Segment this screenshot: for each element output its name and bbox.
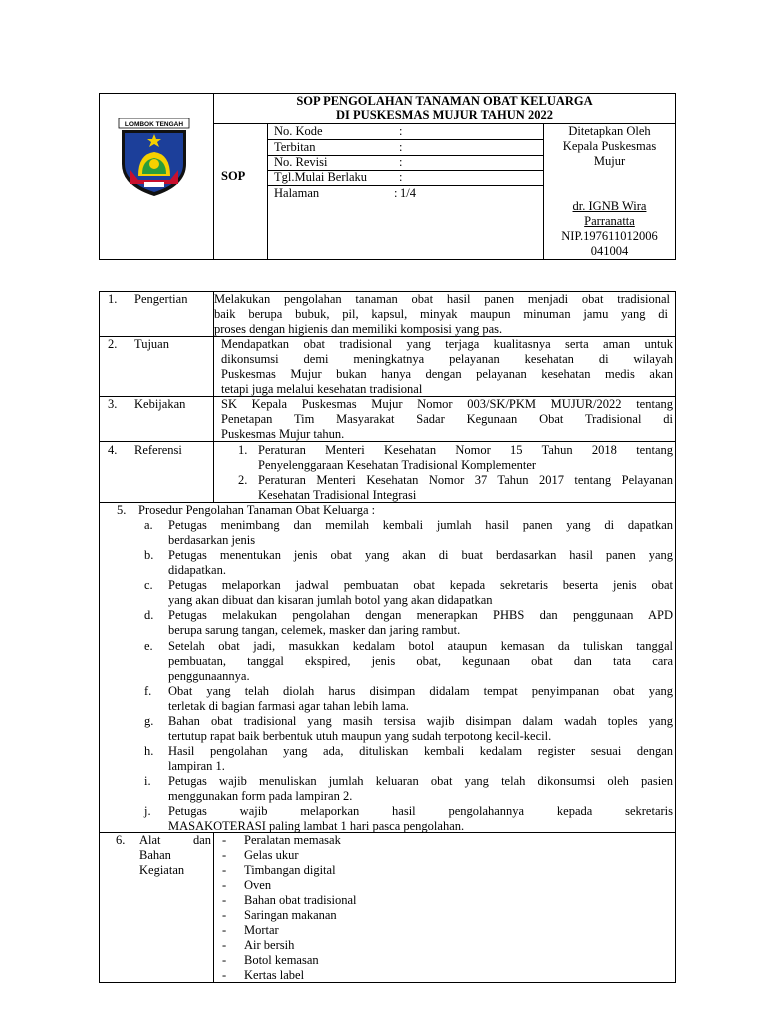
procedure-h-line1: Hasil pengolahan yang ada, dituliskan kembali kedalam register sesuai dengan [168, 744, 673, 758]
procedure-j-letter: j. [144, 804, 151, 818]
procedure-j-line1: Petugas wajib melaporkan hasil pengolahannya kepada sekretaris [168, 804, 673, 818]
tools-bullet: - [222, 908, 227, 922]
approval-line1: Ditetapkan Oleh [568, 124, 651, 138]
field-sep-no-revisi: : [399, 155, 403, 169]
procedure-h-line2: lampiran 1. [168, 759, 225, 773]
reference-1-line1: Peraturan Menteri Kesehatan Nomor 15 Tahun 2018 tentang [258, 443, 673, 457]
section-2-number: 2. [108, 337, 118, 351]
approval-name-line1 [543, 199, 676, 214]
procedure-b-line2: didapatkan. [168, 563, 226, 577]
procedure-g-line1: Bahan obat tradisional yang masih tersisa wajib disimpan dalam wadah toples yang [168, 714, 673, 728]
tools-bullet: - [222, 893, 227, 907]
section-3-title: Kebijakan [134, 397, 186, 411]
procedure-i-line2: menggunakan form pada lampiran 2. [168, 789, 353, 803]
procedure-e-line2: pembuatan, tanggal ekspired, jenis obat, kegunaan obat dan tata cara [168, 654, 673, 668]
tools-bullet: - [222, 863, 227, 877]
procedure-f-line1: Obat yang telah diolah harus disimpan didalam tempat penyimpanan obat yang [168, 684, 673, 698]
svg-text:LOMBOK TENGAH: LOMBOK TENGAH [124, 121, 184, 128]
procedure-d-letter: d. [144, 608, 154, 622]
field-label-tgl-mulai: Tgl.Mulai Berlaku [274, 170, 368, 184]
section-1-line1: Melakukan pengolahan tanaman obat hasil panen menjadi obat tradisional [214, 292, 670, 306]
tools-item: Saringan makanan [244, 908, 337, 922]
reference-1-line2: Penyelenggaraan Kesehatan Tradisional Komplementer [258, 458, 537, 472]
tools-item: Kertas label [244, 968, 305, 982]
procedure-g-letter: g. [144, 714, 154, 728]
sop-title-line2: DI PUSKESMAS MUJUR TAHUN 2022 [336, 108, 553, 122]
section-2-line4: tetapi juga melalui kesehatan tradisional [221, 382, 423, 396]
section-2-line3: Puskesmas Mujur bukan hanya dengan pelayanan kesehatan medis akan [221, 367, 673, 381]
tools-bullet: - [222, 848, 227, 862]
section-2-line1: Mendapatkan obat tradisional yang terjaga kualitasnya serta aman untuk [221, 337, 673, 351]
reference-2-number: 2. [238, 473, 248, 487]
field-sep-no-kode: : [399, 124, 403, 138]
procedure-d-line2: berupa sarung tangan, celemek, masker dan jaring rambut. [168, 623, 461, 637]
reference-1-number: 1. [238, 443, 248, 457]
procedure-c-letter: c. [144, 578, 153, 592]
procedure-i-letter: i. [144, 774, 151, 788]
section-6-title-line2: Bahan [139, 848, 171, 862]
section-5-number: 5. [117, 503, 127, 517]
procedure-e-line3: penggunaannya. [168, 669, 250, 683]
reference-2-line1: Peraturan Menteri Kesehatan Nomor 37 Tahun 2017 tentang Pelayanan [258, 473, 673, 487]
procedure-h-letter: h. [144, 744, 154, 758]
reference-2-line2: Kesehatan Tradisional Integrasi [258, 488, 417, 502]
procedure-a-line2: berdasarkan jenis [168, 533, 256, 547]
tools-bullet: - [222, 953, 227, 967]
section-4-number: 4. [108, 443, 118, 457]
field-label-terbitan: Terbitan [274, 140, 316, 154]
procedure-c-line2: yang akan dibuat dan kisaran jumlah botol yang akan didapatkan [168, 593, 493, 607]
section-4-title: Referensi [134, 443, 182, 457]
section-6-title-line1: Alat [139, 833, 161, 847]
section-3-line1: SK Kepala Puskesmas Mujur Nomor 003/SK/PKM MUJUR/2022 tentang [221, 397, 673, 411]
section-3-number: 3. [108, 397, 118, 411]
field-value-halaman: 1/4 [400, 186, 416, 200]
procedure-i-line1: Petugas wajib menuliskan jumlah keluaran obat yang telah dikonsumsi oleh pasien [168, 774, 673, 788]
approval-line2: Kepala Puskesmas [562, 139, 657, 153]
procedure-c-line1: Petugas melaporkan jadwal pembuatan obat kepada sekretaris beserta jenis obat [168, 578, 673, 592]
field-sep-halaman: : [394, 186, 398, 200]
tools-item: Botol kemasan [244, 953, 319, 967]
procedure-f-letter: f. [144, 684, 152, 698]
section-2-title: Tujuan [134, 337, 169, 351]
procedure-e-letter: e. [144, 639, 153, 653]
approval-line3: Mujur [593, 154, 626, 168]
approval-name-text2: Parranatta [584, 214, 635, 228]
procedure-j-line2: MASAKOTERASI paling lambat 1 hari pasca pengolahan. [168, 819, 465, 833]
procedure-a-letter: a. [144, 518, 153, 532]
section-3-line3: Puskesmas Mujur tahun. [221, 427, 345, 441]
section-1-line2: baik berupa bubuk, pil, kapsul, minyak maupun minuman jamu yang di [214, 307, 668, 321]
tools-item: Peralatan memasak [244, 833, 341, 847]
procedure-b-line1: Petugas menentukan jenis obat yang akan di buat berdasarkan hasil panen yang [168, 548, 673, 562]
section-6-title-line3: Kegiatan [139, 863, 185, 877]
procedure-f-line2: terletak di bagian farmasi agar tahan lebih lama. [168, 699, 409, 713]
approval-name-text1: dr. IGNB Wira [572, 199, 647, 213]
tools-bullet: - [222, 923, 227, 937]
approval-nip-line1: NIP.197611012006 [561, 229, 658, 243]
field-sep-terbitan: : [399, 140, 403, 154]
tools-bullet: - [222, 938, 227, 952]
procedure-a-line1: Petugas menimbang dan memilah kembali jumlah hasil panen yang di dapatkan [168, 518, 673, 532]
field-label-no-revisi: No. Revisi [274, 155, 328, 169]
tools-bullet: - [222, 878, 227, 892]
tools-bullet: - [222, 968, 227, 982]
tools-item: Gelas ukur [244, 848, 299, 862]
field-label-halaman: Halaman [274, 186, 320, 200]
procedure-b-letter: b. [144, 548, 154, 562]
section-6-number: 6. [116, 833, 126, 847]
procedure-d-line1: Petugas melakukan pengolahan dengan menerapkan PHBS dan penggunaan APD [168, 608, 673, 622]
section-1-line3: proses dengan higienis dan memiliki komposisi yang pas. [214, 322, 503, 336]
approval-nip-line2: 041004 [590, 244, 629, 258]
tools-item: Mortar [244, 923, 279, 937]
section-5-title: Prosedur Pengolahan Tanaman Obat Keluarga : [138, 503, 376, 517]
section-6-title-line1-dan: dan [193, 833, 212, 847]
field-label-no-kode: No. Kode [274, 124, 323, 138]
tools-item: Bahan obat tradisional [244, 893, 357, 907]
procedure-e-line1: Setelah obat jadi, masukkan kedalam botol ataupun kemasan da tuliskan tanggal [168, 639, 673, 653]
sop-label: SOP [221, 169, 246, 183]
sop-title-line1: SOP PENGOLAHAN TANAMAN OBAT KELUARGA [296, 94, 593, 108]
section-1-number: 1. [108, 292, 118, 306]
section-3-line2: Penetapan Tim Masyarakat Sadar Kegunaan Obat Tradisional di [221, 412, 673, 426]
section-1-title: Pengertian [134, 292, 188, 306]
tools-item: Air bersih [244, 938, 295, 952]
procedure-g-line2: tertutup rapat baik berbentuk utuh maupun yang sudah terpotong kecil-kecil. [168, 729, 552, 743]
approval-name-line2 [543, 214, 676, 229]
field-sep-tgl-mulai: : [399, 170, 403, 184]
lombok-tengah-logo [116, 118, 192, 198]
tools-item: Oven [244, 878, 272, 892]
tools-item: Timbangan digital [244, 863, 336, 877]
section-2-line2: dikonsumsi demi meningkatnya pelayanan kesehatan di wilayah [221, 352, 673, 366]
tools-bullet: - [222, 833, 227, 847]
